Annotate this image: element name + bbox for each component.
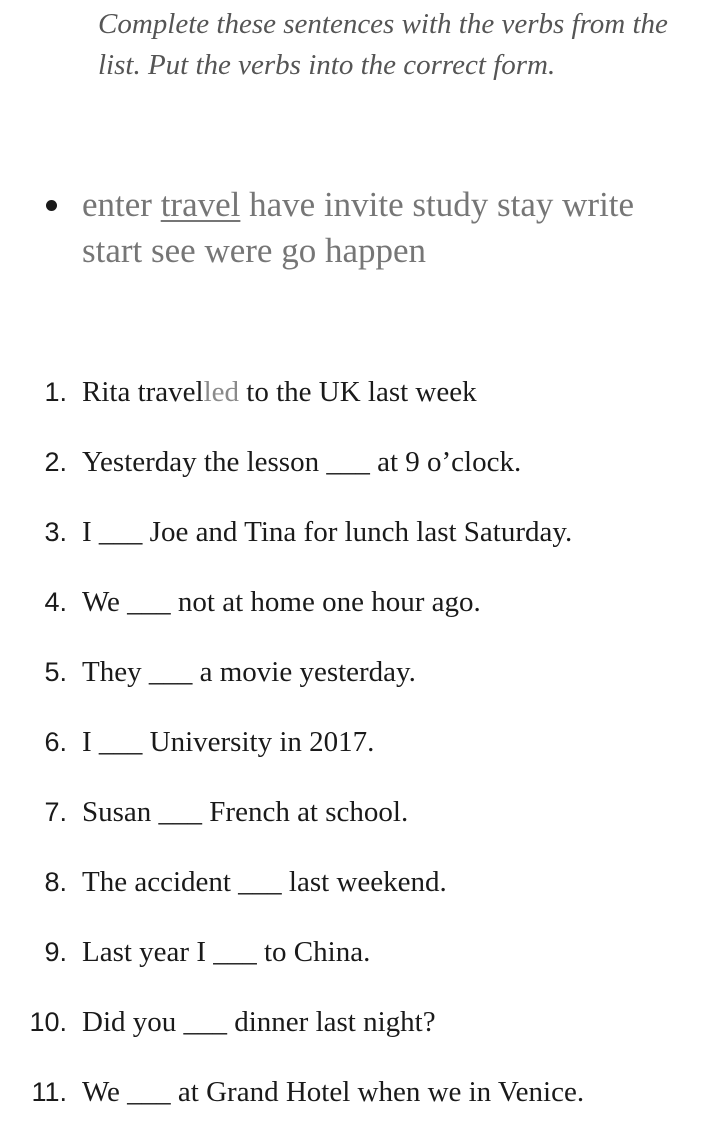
exercise-text: We ___ not at home one hour ago.: [82, 586, 481, 618]
verb-list: [82, 182, 697, 274]
bullet-icon: [46, 200, 57, 211]
exercise-number: 3.: [44, 517, 67, 547]
exercise-number: 1.: [44, 377, 67, 407]
exercise-number: 6.: [44, 727, 67, 757]
exercise-item: [0, 1072, 707, 1112]
exercise-text: I ___ University in 2017.: [82, 726, 375, 758]
exercise-item: [0, 652, 707, 692]
exercise-item: [0, 862, 707, 902]
exercise-number: 9.: [44, 937, 67, 967]
exercise-item: [0, 512, 707, 552]
verb-list-text: enter: [82, 185, 161, 224]
exercise-text: We ___ at Grand Hotel when we in Venice.: [82, 1076, 585, 1108]
exercise-text: They ___ a movie yesterday.: [82, 656, 416, 688]
exercise-text: Did you ___ dinner last night?: [82, 1006, 436, 1038]
exercise-item: [0, 722, 707, 762]
exercise-number: 4.: [44, 587, 67, 617]
exercise-number: 7.: [44, 797, 67, 827]
exercise-text: I ___ Joe and Tina for lunch last Saturday.: [82, 516, 573, 548]
exercise-number: 2.: [44, 447, 67, 477]
exercise-item: [0, 932, 707, 972]
exercise-text: The accident ___ last weekend.: [82, 866, 447, 898]
exercise-item: [0, 372, 707, 412]
exercise-text-rest: to the UK last week: [239, 376, 477, 408]
exercise-text: Yesterday the lesson ___ at 9 o’clock.: [82, 446, 522, 478]
answer-text: Rita travel: [82, 376, 204, 408]
verb-travel-underlined: travel: [160, 185, 241, 224]
exercise-text: [82, 372, 477, 412]
exercise-text: Susan ___ French at school.: [82, 796, 409, 828]
verb-list-text: have invite study stay write start see were go happen: [82, 185, 635, 270]
exercise-text: Last year I ___ to China.: [82, 936, 371, 968]
instructions-text: Complete these sentences with the verbs from the list. Put the verbs into the correct form.: [98, 8, 668, 81]
exercise-number: 5.: [44, 657, 67, 687]
exercise-item: [0, 792, 707, 832]
exercise-number: 8.: [44, 867, 67, 897]
exercise-number: 11.: [31, 1077, 67, 1107]
exercise-item: [0, 442, 707, 482]
answer-suffix-faded: led: [203, 376, 240, 408]
exercise-number: 10.: [29, 1007, 67, 1037]
exercise-item: [0, 1002, 707, 1042]
exercise-item: [0, 582, 707, 622]
